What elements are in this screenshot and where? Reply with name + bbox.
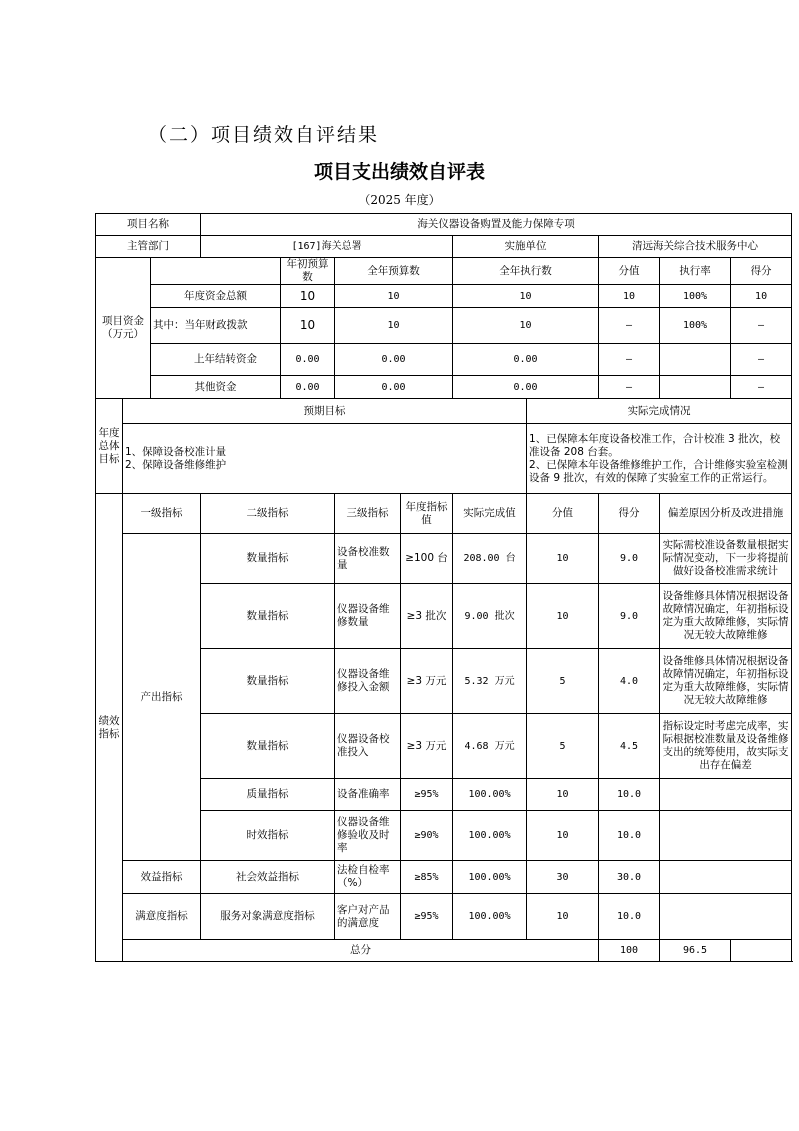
perf-score: 9.0 bbox=[599, 584, 660, 649]
funds-score-value: — bbox=[599, 344, 660, 376]
total-note bbox=[731, 940, 792, 962]
perf-target: ≥90% bbox=[401, 811, 453, 861]
perf-header: 二级指标 bbox=[201, 494, 335, 534]
funds-row-label: 其中：当年财政拨款 bbox=[151, 308, 281, 344]
perf-actual: 9.00 批次 bbox=[453, 584, 527, 649]
perf-value: 10 bbox=[527, 534, 599, 584]
perf-score: 10.0 bbox=[599, 811, 660, 861]
funds-rate bbox=[660, 344, 731, 376]
implementing-unit-value: 清远海关综合技术服务中心 bbox=[599, 236, 792, 258]
funds-exec: 10 bbox=[453, 308, 599, 344]
perf-note bbox=[660, 861, 792, 894]
total-score: 96.5 bbox=[660, 940, 731, 962]
funds-rate bbox=[660, 376, 731, 399]
funds-score: — bbox=[731, 308, 792, 344]
perf-target: ≥95% bbox=[401, 894, 453, 940]
perf-level3: 仪器设备维修验收及时率 bbox=[335, 811, 401, 861]
perf-level3: 法检自检率（%） bbox=[335, 861, 401, 894]
funds-header: 全年执行数 bbox=[453, 258, 599, 285]
funds-exec: 0.00 bbox=[453, 376, 599, 399]
funds-header: 年初预算数 bbox=[281, 258, 335, 285]
perf-level2: 数量指标 bbox=[201, 714, 335, 779]
perf-level3: 设备准确率 bbox=[335, 779, 401, 811]
funds-rate: 100% bbox=[660, 285, 731, 308]
perf-actual: 5.32 万元 bbox=[453, 649, 527, 714]
perf-value: 5 bbox=[527, 714, 599, 779]
perf-level3: 客户对产品的满意度 bbox=[335, 894, 401, 940]
perf-header: 三级指标 bbox=[335, 494, 401, 534]
goals-group-label: 年度总体目标 bbox=[96, 399, 123, 494]
perf-score: 10.0 bbox=[599, 894, 660, 940]
funds-full: 10 bbox=[335, 285, 453, 308]
document-title: 项目支出绩效自评表 bbox=[313, 161, 485, 183]
level1-output: 产出指标 bbox=[123, 534, 201, 861]
funds-initial: 0.00 bbox=[281, 344, 335, 376]
perf-note bbox=[660, 894, 792, 940]
funds-group-label: 项目资金（万元） bbox=[96, 258, 151, 399]
funds-corner-cell bbox=[151, 258, 281, 285]
perf-score: 30.0 bbox=[599, 861, 660, 894]
perf-level2: 社会效益指标 bbox=[201, 861, 335, 894]
perf-level3: 设备校准数量 bbox=[335, 534, 401, 584]
perf-actual: 208.00 台 bbox=[453, 534, 527, 584]
perf-level3: 仪器设备维修投入金额 bbox=[335, 649, 401, 714]
perf-target: ≥100 台 bbox=[401, 534, 453, 584]
funds-initial: 0.00 bbox=[281, 376, 335, 399]
funds-header: 全年预算数 bbox=[335, 258, 453, 285]
perf-header: 分值 bbox=[527, 494, 599, 534]
perf-header: 一级指标 bbox=[123, 494, 201, 534]
funds-header: 分值 bbox=[599, 258, 660, 285]
actual-completion-text: 1、已保障本年度设备校准工作，合计校准 3 批次，校准设备 208 台套。 2、已保障本年设备维修维护工作，合计维修实验室检测设备 9 批次，有效的保障了实验室工作的正常运行。 bbox=[527, 424, 792, 494]
perf-actual: 100.00% bbox=[453, 894, 527, 940]
perf-header: 得分 bbox=[599, 494, 660, 534]
perf-score: 9.0 bbox=[599, 534, 660, 584]
expected-goals-header: 预期目标 bbox=[123, 399, 527, 424]
evaluation-table bbox=[95, 213, 792, 962]
perf-level3: 仪器设备校准投入 bbox=[335, 714, 401, 779]
perf-note: 设备维修具体情况根据设备故障情况确定，年初指标设定为重大故障维修，实际情况无较大故障维修 bbox=[660, 584, 792, 649]
perf-header: 实际完成值 bbox=[453, 494, 527, 534]
perf-header: 年度指标值 bbox=[401, 494, 453, 534]
funds-score: — bbox=[731, 344, 792, 376]
level1-satisfaction: 满意度指标 bbox=[123, 894, 201, 940]
perf-actual: 100.00% bbox=[453, 811, 527, 861]
department-value: [167]海关总署 bbox=[201, 236, 453, 258]
perf-value: 30 bbox=[527, 861, 599, 894]
perf-target: ≥85% bbox=[401, 861, 453, 894]
perf-value: 5 bbox=[527, 649, 599, 714]
perf-target: ≥3 批次 bbox=[401, 584, 453, 649]
funds-row-label: 上年结转资金 bbox=[151, 344, 281, 376]
perf-level2: 数量指标 bbox=[201, 584, 335, 649]
perf-value: 10 bbox=[527, 811, 599, 861]
funds-full: 10 bbox=[335, 308, 453, 344]
funds-header: 得分 bbox=[731, 258, 792, 285]
funds-score-value: 10 bbox=[599, 285, 660, 308]
perf-note: 设备维修具体情况根据设备故障情况确定，年初指标设定为重大故障维修，实际情况无较大故障维修 bbox=[660, 649, 792, 714]
document-year: （2025 年度） bbox=[358, 193, 441, 207]
funds-row-label: 其他资金 bbox=[151, 376, 281, 399]
perf-note bbox=[660, 811, 792, 861]
funds-score: 10 bbox=[731, 285, 792, 308]
perf-target: ≥95% bbox=[401, 779, 453, 811]
performance-group-label: 绩效指标 bbox=[96, 494, 123, 962]
funds-rate: 100% bbox=[660, 308, 731, 344]
perf-target: ≥3 万元 bbox=[401, 714, 453, 779]
perf-note bbox=[660, 779, 792, 811]
funds-header: 执行率 bbox=[660, 258, 731, 285]
funds-score-value: — bbox=[599, 376, 660, 399]
perf-score: 10.0 bbox=[599, 779, 660, 811]
funds-full: 0.00 bbox=[335, 344, 453, 376]
project-name-value: 海关仪器设备购置及能力保障专项 bbox=[201, 214, 792, 236]
implementing-unit-label: 实施单位 bbox=[453, 236, 599, 258]
funds-full: 0.00 bbox=[335, 376, 453, 399]
perf-note: 指标设定时考虑完成率，实际根据校准数量及设备维修支出的统筹使用，故实际支出存在偏差 bbox=[660, 714, 792, 779]
perf-value: 10 bbox=[527, 584, 599, 649]
funds-initial: 10 bbox=[281, 308, 335, 344]
level1-benefit: 效益指标 bbox=[123, 861, 201, 894]
funds-score: — bbox=[731, 376, 792, 399]
perf-value: 10 bbox=[527, 894, 599, 940]
funds-initial: 10 bbox=[281, 285, 335, 308]
perf-level2: 时效指标 bbox=[201, 811, 335, 861]
funds-row-label: 年度资金总额 bbox=[151, 285, 281, 308]
perf-level2: 数量指标 bbox=[201, 534, 335, 584]
total-value: 100 bbox=[599, 940, 660, 962]
funds-exec: 0.00 bbox=[453, 344, 599, 376]
perf-header: 偏差原因分析及改进措施 bbox=[660, 494, 792, 534]
funds-exec: 10 bbox=[453, 285, 599, 308]
perf-level3: 仪器设备维修数量 bbox=[335, 584, 401, 649]
total-label: 总分 bbox=[123, 940, 599, 962]
perf-level2: 数量指标 bbox=[201, 649, 335, 714]
expected-goals-text: 1、保障设备校准计量 2、保障设备维修维护 bbox=[123, 424, 527, 494]
perf-score: 4.0 bbox=[599, 649, 660, 714]
perf-value: 10 bbox=[527, 779, 599, 811]
perf-score: 4.5 bbox=[599, 714, 660, 779]
perf-note: 实际需校准设备数量根据实际情况变动，下一步将提前做好设备校准需求统计 bbox=[660, 534, 792, 584]
section-title: （二）项目绩效自评结果 bbox=[148, 124, 380, 146]
perf-actual: 100.00% bbox=[453, 861, 527, 894]
perf-actual: 4.68 万元 bbox=[453, 714, 527, 779]
department-label: 主管部门 bbox=[96, 236, 201, 258]
actual-completion-header: 实际完成情况 bbox=[527, 399, 792, 424]
perf-level2: 质量指标 bbox=[201, 779, 335, 811]
project-name-label: 项目名称 bbox=[96, 214, 201, 236]
perf-target: ≥3 万元 bbox=[401, 649, 453, 714]
funds-score-value: — bbox=[599, 308, 660, 344]
perf-actual: 100.00% bbox=[453, 779, 527, 811]
perf-level2: 服务对象满意度指标 bbox=[201, 894, 335, 940]
